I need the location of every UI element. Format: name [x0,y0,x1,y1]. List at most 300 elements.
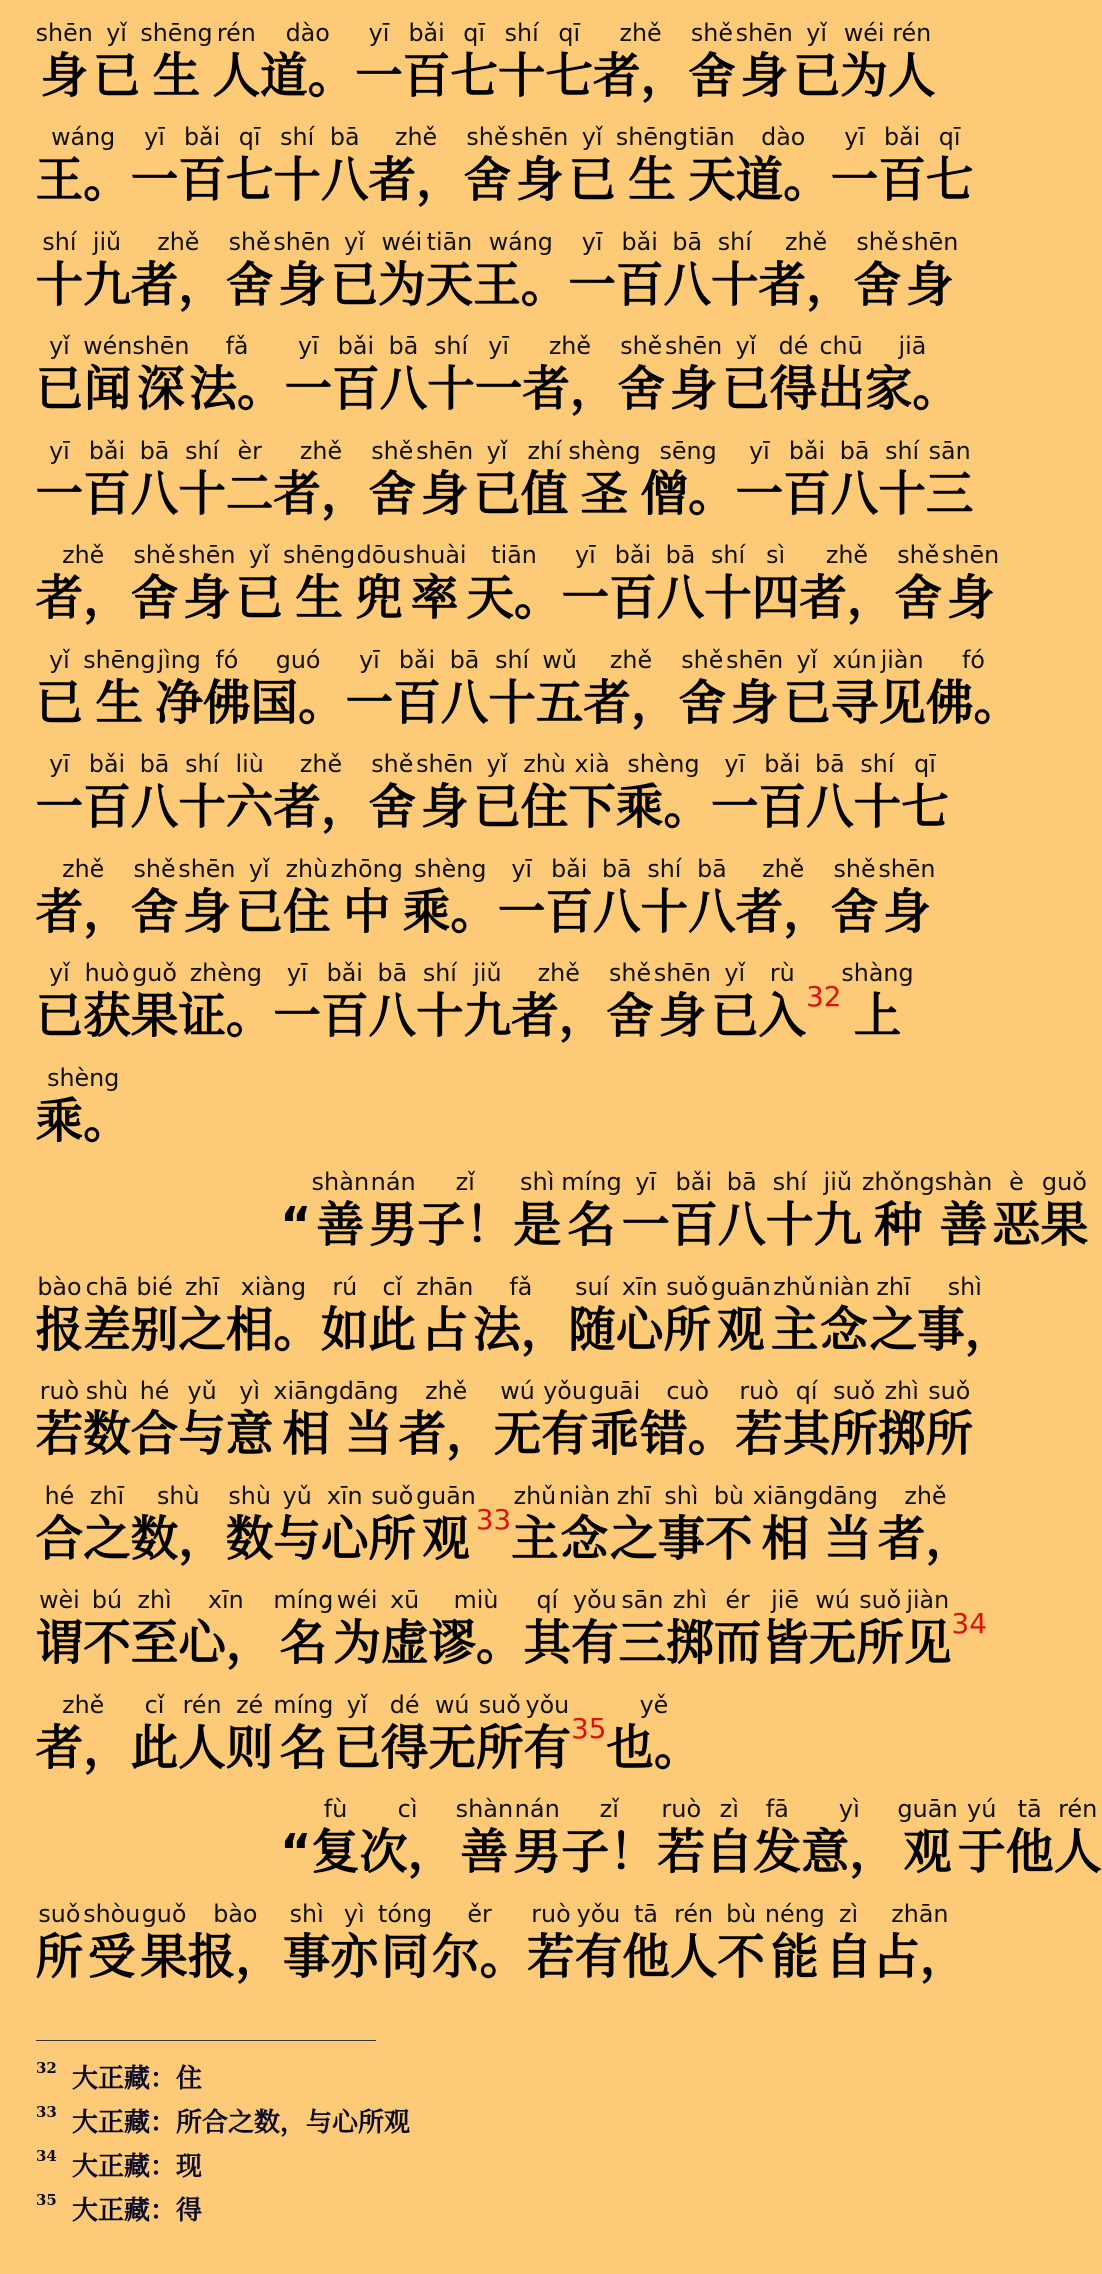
ruby-word [704,523,752,628]
hanzi: 八 [593,883,641,940]
hanzi: 五 [535,674,584,731]
pinyin: bǎi [326,959,363,987]
hanzi: 意， [801,1824,898,1880]
ruby-word [817,314,865,419]
ruby-word [622,1881,670,1986]
ruby-word [806,732,854,837]
ruby-word [83,941,131,1046]
ruby-word [711,732,759,837]
ruby-word [616,732,711,837]
ruby-word [818,1254,869,1359]
pinyin: bǎi [408,18,445,47]
ruby-word [935,1150,993,1255]
hanzi: 人 [669,1928,718,1985]
hanzi: 十 [416,988,464,1044]
hanzi: 百 [178,152,226,208]
pinyin: rén [674,1899,714,1928]
ruby-word [178,1254,226,1359]
hanzi: 值 [520,465,569,522]
pinyin: xīn [326,1481,363,1510]
hanzi: 八 [656,570,705,626]
hanzi: 已 [235,883,284,940]
pinyin: shēng [83,645,156,674]
hanzi: 四 [751,570,800,626]
ruby-word [330,1881,378,1986]
pinyin: qī [463,18,485,47]
ruby-word [688,836,736,941]
ruby-row [140,1777,1102,1882]
pinyin: xiàng [240,1272,307,1301]
pinyin: zhě [619,18,662,47]
ruby-word [527,1881,575,1986]
ruby-word [83,627,155,732]
ruby-word [403,523,467,628]
pinyin: yǐ [248,854,270,883]
hanzi: 上 [853,988,902,1044]
pinyin: zhì [137,1586,172,1614]
ruby-word [331,836,403,941]
pinyin: shēn [726,645,784,674]
hanzi: 八 [830,465,879,522]
ruby-word [809,1568,857,1673]
pinyin: yǐ [248,541,270,569]
ruby-word [878,627,926,732]
ruby-word [178,732,226,837]
ruby-row [0,732,1070,837]
pinyin: qí [795,1377,818,1405]
pinyin: bā [377,959,408,987]
ruby-word [273,105,321,210]
text-line [0,209,1080,314]
pinyin: shù [157,1481,200,1510]
pinyin: zhī [616,1481,651,1510]
hanzi: 百 [83,465,131,522]
hanzi: 男 [369,1197,418,1253]
ruby-word [870,1254,918,1359]
pinyin: zhǔ [513,1481,557,1510]
hanzi: 同 [381,1928,429,1985]
hanzi: 为 [378,256,426,313]
pinyin: yī [368,18,390,47]
hanzi: 九 [83,256,131,313]
hanzi: 七 [901,779,949,835]
ruby-word [369,105,464,210]
ruby-word [189,314,284,419]
pinyin: shě [620,332,663,360]
pinyin: shí [647,854,682,883]
footnote-ref[interactable]: 33 [475,1502,512,1536]
hanzi: 之 [610,1510,658,1567]
hanzi: 能 [771,1928,819,1985]
hanzi: 不 [717,1928,765,1985]
pinyin: shēn [942,541,1000,569]
pinyin: suǒ [833,1377,876,1405]
ruby-word [752,523,800,628]
ruby-word [131,941,179,1046]
ruby-word [312,1150,370,1255]
hanzi: 六 [225,779,274,835]
footnote-ref[interactable]: 35 [571,1711,607,1745]
pinyin: bā [388,332,419,360]
ruby-word [610,1463,658,1568]
ruby-word [593,0,688,105]
pinyin: zhě [299,436,343,465]
hanzi: 至 [130,1615,179,1671]
hanzi: 与 [273,1510,321,1567]
text-line [0,314,1080,419]
ruby-word [688,0,736,105]
pinyin: shēn [901,227,959,256]
ruby-word [670,1881,718,1986]
hanzi: 无 [493,1406,542,1462]
ruby-word [722,314,770,419]
hanzi: 尔。 [432,1928,528,1985]
ruby-word [380,314,428,419]
ruby-word [273,732,368,837]
ruby-word [770,314,818,419]
pinyin: bào [213,1899,258,1928]
hanzi: 其 [523,1615,572,1671]
hanzi: 法。 [189,361,285,417]
hanzi: 也。 [606,1719,702,1776]
hanzi: 一 [735,465,784,522]
ruby-word [369,941,417,1046]
pinyin: shì [520,1168,555,1196]
ruby-word [663,209,711,314]
pinyin: bǎi [621,227,658,256]
ruby-word [36,209,84,314]
pinyin: shí [434,332,469,360]
hanzi: 无 [428,1719,477,1776]
pinyin: shēn [178,854,236,883]
pinyin: bú [91,1586,123,1614]
hanzi: 事， [917,1301,1013,1358]
hanzi: 已 [473,465,521,522]
pinyin: wú [434,1690,470,1719]
ruby-word [131,1672,179,1777]
hanzi: 圣 [580,465,629,522]
pinyin: bā [665,541,696,569]
ruby-word [878,418,926,523]
pinyin: yǐ [581,123,603,151]
ruby-row [0,1359,1070,1464]
ruby-word [226,105,274,210]
hanzi: 百 [545,883,594,940]
pinyin: zhě [548,332,592,360]
hanzi: 合 [130,1406,179,1462]
pinyin: yī [488,332,509,360]
hanzi: 相 [761,1510,810,1567]
hanzi: 生 [152,47,201,104]
hanzi: 百 [402,47,451,104]
pinyin: shì [947,1272,982,1301]
ruby-word [456,1777,514,1882]
ruby-word [658,1463,706,1568]
ruby-word [441,627,489,732]
ruby-word [131,732,179,837]
hanzi: 不 [83,1615,131,1671]
hanzi: 名 [279,1719,328,1776]
hanzi: 八 [320,152,369,208]
ruby-word [736,0,793,105]
pinyin: ruò [661,1795,702,1823]
pinyin: rén [182,1690,222,1719]
ruby-word [332,314,380,419]
pinyin: shēn [878,854,936,883]
pinyin: yǐ [806,18,827,47]
hanzi: 舍 [617,361,666,417]
hanzi: 舍 [225,256,274,313]
hanzi: 十 [853,779,902,835]
pinyin: qī [558,18,581,47]
text-line [0,105,1080,210]
pinyin: shě [690,18,733,47]
pinyin: shèng [568,436,641,465]
ruby-row [0,314,1070,419]
hanzi: 者， [735,883,831,940]
hanzi: 舍 [678,674,727,731]
pinyin: wú [500,1377,535,1405]
pinyin: tā [634,1899,658,1928]
ruby-word [641,418,736,523]
ruby-word [131,1568,179,1673]
pinyin: zì [839,1899,859,1928]
pinyin: bǎi [88,750,126,778]
hanzi: 错。 [640,1406,736,1462]
hanzi: 获 [83,988,131,1044]
ruby-word [235,523,283,628]
pinyin: xiāng [273,1377,339,1405]
pinyin: zhě [62,1690,105,1719]
hanzi: “ [280,1824,312,1880]
ruby-word [522,314,617,419]
pinyin: dāng [818,1481,878,1510]
pinyin: hé [44,1481,75,1510]
hanzi: 舍 [894,570,943,626]
hanzi: 乘。 [615,779,711,835]
pinyin: shàng [841,959,914,987]
pinyin: wéi [381,227,423,256]
pinyin: èr [237,436,262,465]
hanzi: 相 [282,1406,330,1462]
ruby-word [83,1254,131,1359]
hanzi: 则 [225,1719,274,1776]
ruby-word [131,836,179,941]
hanzi: 有 [523,1719,572,1776]
hanzi: 有 [541,1406,589,1462]
hanzi: 国。 [250,674,346,731]
pinyin: bā [139,750,170,778]
hanzi: 如 [320,1301,369,1358]
hanzi: 舍 [368,779,417,835]
hanzi: 百 [609,570,657,626]
ruby-word [568,105,616,210]
hanzi: 者， [398,1406,494,1462]
text-line [0,1150,1089,1255]
hanzi: 百 [783,465,831,522]
hanzi: 为 [840,47,888,104]
ruby-word [464,105,512,210]
pinyin: yě [639,1690,669,1719]
pinyin: bā [815,750,845,778]
ruby-word [619,1568,667,1673]
pinyin: zǐ [455,1168,475,1196]
ruby-word [369,1150,417,1255]
pinyin: zhě [785,227,828,256]
pinyin: wáng [51,123,116,151]
hanzi: 身 [740,47,789,104]
ruby-word [83,209,131,314]
pinyin: wén [83,332,133,360]
hanzi: 已 [35,988,84,1044]
hanzi: 十 [710,256,759,313]
footnote-ref[interactable]: 34 [951,1607,987,1640]
pinyin: bǎi [883,123,921,151]
pinyin: wú [815,1586,850,1614]
hanzi: 谬。 [428,1615,524,1671]
ruby-word [403,0,451,105]
hanzi: 生 [628,152,676,208]
hanzi: 证。 [178,988,274,1044]
ruby-word [464,941,512,1046]
ruby-word [416,941,464,1046]
ruby-word [285,314,333,419]
pinyin: shēn [416,436,474,465]
ruby-word [897,1777,957,1882]
ruby-word [331,209,379,314]
pinyin: zhě [904,1481,947,1510]
hanzi: 者， [273,779,369,835]
ruby-word [705,1777,753,1882]
hanzi: 十 [640,883,689,940]
ruby-word [771,1254,819,1359]
hanzi: 之 [83,1510,131,1567]
ruby-word [622,1150,670,1255]
hanzi: 三 [925,465,974,522]
ruby-word [381,1672,429,1777]
pinyin: yī [298,332,319,360]
pinyin: sì [766,541,786,569]
hanzi: 他 [1005,1824,1054,1880]
text-line [0,1463,1080,1568]
ruby-word [226,209,274,314]
ruby-word [513,1150,561,1255]
hanzi: 事 [657,1510,706,1567]
footnote-ref[interactable]: 32 [806,980,842,1013]
ruby-word [355,523,403,628]
hanzi: 果 [140,1928,188,1985]
pinyin: shí [280,123,315,151]
ruby-word [36,523,131,628]
ruby-word [475,314,523,419]
pinyin: yǐ [796,645,818,674]
ruby-word [36,1254,84,1359]
ruby-word [521,418,569,523]
pinyin: bǎi [764,750,801,778]
ruby-word [666,1568,714,1673]
ruby-word [862,1150,935,1255]
ruby-word [589,1359,640,1464]
hanzi: 百 [878,152,926,208]
hanzi: 八 [663,256,711,313]
hanzi: 占 [420,1301,469,1358]
ruby-word [333,1672,381,1777]
hanzi: 三 [618,1615,667,1671]
pinyin: dé [389,1690,420,1719]
hanzi: 观 [903,1824,952,1880]
pinyin: guǒ [141,1899,187,1928]
hanzi: 家。 [864,361,960,417]
hanzi: 报 [35,1301,84,1358]
hanzi: 住 [520,779,569,835]
footnote-list [36,2057,1036,2233]
hanzi: 种 [874,1197,923,1253]
pinyin: tóng [378,1899,433,1928]
hanzi: 已 [35,361,84,417]
ruby-word [132,314,189,419]
ruby-word [679,627,727,732]
ruby-word [93,0,141,105]
ruby-word [1040,1150,1088,1255]
ruby-word [273,1672,333,1777]
hanzi: 者， [593,47,689,104]
hanzi: 心 [320,1510,369,1567]
ruby-word [36,0,93,105]
hanzi: 身 [183,883,231,940]
hanzi: 子！ [561,1824,658,1880]
ruby-word [705,1463,753,1568]
pinyin: shàn [311,1168,370,1196]
ruby-word [83,732,131,837]
pinyin: shě [466,123,509,151]
pinyin: chā [85,1272,129,1301]
ruby-word [83,1881,140,1986]
ruby-word [793,0,841,105]
pinyin: shèng [627,750,700,778]
pinyin: guān [711,1272,771,1301]
pinyin: shì [289,1899,324,1928]
hanzi: 不 [705,1510,753,1567]
pinyin: fǎ [225,332,249,360]
hanzi: 所 [830,1406,878,1462]
ruby-word [759,209,854,314]
pinyin: yǐ [49,645,70,674]
pinyin: shù [228,1481,271,1510]
ruby-word [140,0,212,105]
pinyin: shēn [665,332,723,360]
ruby-word [926,105,974,210]
hanzi: 一 [497,883,546,940]
pinyin: bǎi [551,854,588,883]
ruby-word [942,523,999,628]
pinyin: ér [725,1586,750,1614]
hanzi: 佛。 [925,674,1022,731]
pinyin: ruò [39,1377,80,1405]
ruby-word [226,418,274,523]
pinyin: yǐ [106,18,127,47]
pinyin: bā [697,854,727,883]
hanzi: 之 [869,1301,918,1358]
hanzi: 当 [344,1406,393,1462]
ruby-word [783,1359,831,1464]
ruby-word [958,1777,1006,1882]
pinyin: shèng [414,854,487,883]
pinyin: guāi [588,1377,641,1405]
ruby-word [865,314,960,419]
hanzi: 七 [450,47,498,104]
hanzi: 舍 [853,256,902,313]
hanzi: 者， [522,361,618,417]
